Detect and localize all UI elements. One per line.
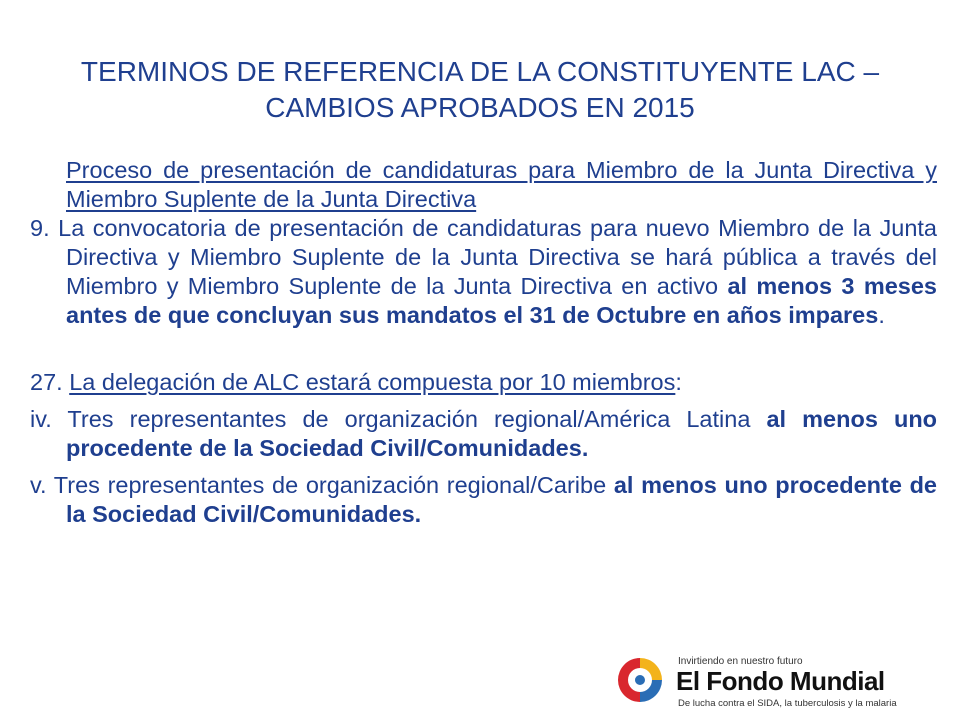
item-9-bold-text: al menos 3 meses antes de que concluyan sus mandatos el 31 de Octubre en años impares <box>66 273 937 328</box>
title-line-1: TERMINOS DE REFERENCIA DE LA CONSTITUYENTE LAC – <box>80 56 880 87</box>
item-iv-number: iv. <box>30 406 52 432</box>
item-27-text: La delegación de ALC estará compuesta por 10 miembros <box>69 369 676 395</box>
spacer <box>30 463 937 471</box>
global-fund-logo-icon <box>612 652 668 708</box>
spacer <box>30 397 937 405</box>
item-9 <box>30 214 937 330</box>
item-v-number: v. <box>30 472 47 498</box>
section-heading-text: Proceso de presentación de candidaturas para Miembro de la Junta Directiva y Miembro Suplente de la Junta Directiva <box>66 157 937 212</box>
slide-title <box>20 54 940 126</box>
logo-name: El Fondo Mundial <box>676 666 885 696</box>
title-line-2: CAMBIOS APROBADOS EN 2015 <box>265 92 695 123</box>
item-v-bold-text: al menos uno procedente de la Sociedad Civil/Comunidades. <box>66 472 937 527</box>
logo-subtitle: De lucha contra el SIDA, la tuberculosis y la malaria <box>678 698 897 709</box>
global-fund-logo <box>612 650 897 716</box>
item-v <box>30 471 937 529</box>
item-9-end: . <box>878 302 885 328</box>
item-iv <box>30 405 937 463</box>
item-9-number: 9. <box>30 215 50 241</box>
item-27 <box>30 368 937 397</box>
logo-tagline: Invirtiendo en nuestro futuro <box>678 656 803 667</box>
section-heading <box>30 156 937 214</box>
spacer <box>30 330 937 368</box>
item-27-number: 27. <box>30 369 63 395</box>
item-v-text: Tres representantes de organización regional/Caribe <box>53 472 607 498</box>
slide-body <box>30 156 937 529</box>
item-9-text: La convocatoria de presentación de candidaturas para nuevo Miembro de la Junta Directiva y Miembro Suplente de la Junta Directiva se hará pública a través del Miembro y Miembro Suplente de la Junta Directiva en activo <box>58 215 938 299</box>
item-iv-bold-text: al menos uno procedente de la Sociedad Civil/Comunidades. <box>66 406 938 461</box>
item-iv-text: Tres representantes de organización regional/América Latina <box>67 406 751 432</box>
item-27-end: : <box>675 369 682 395</box>
